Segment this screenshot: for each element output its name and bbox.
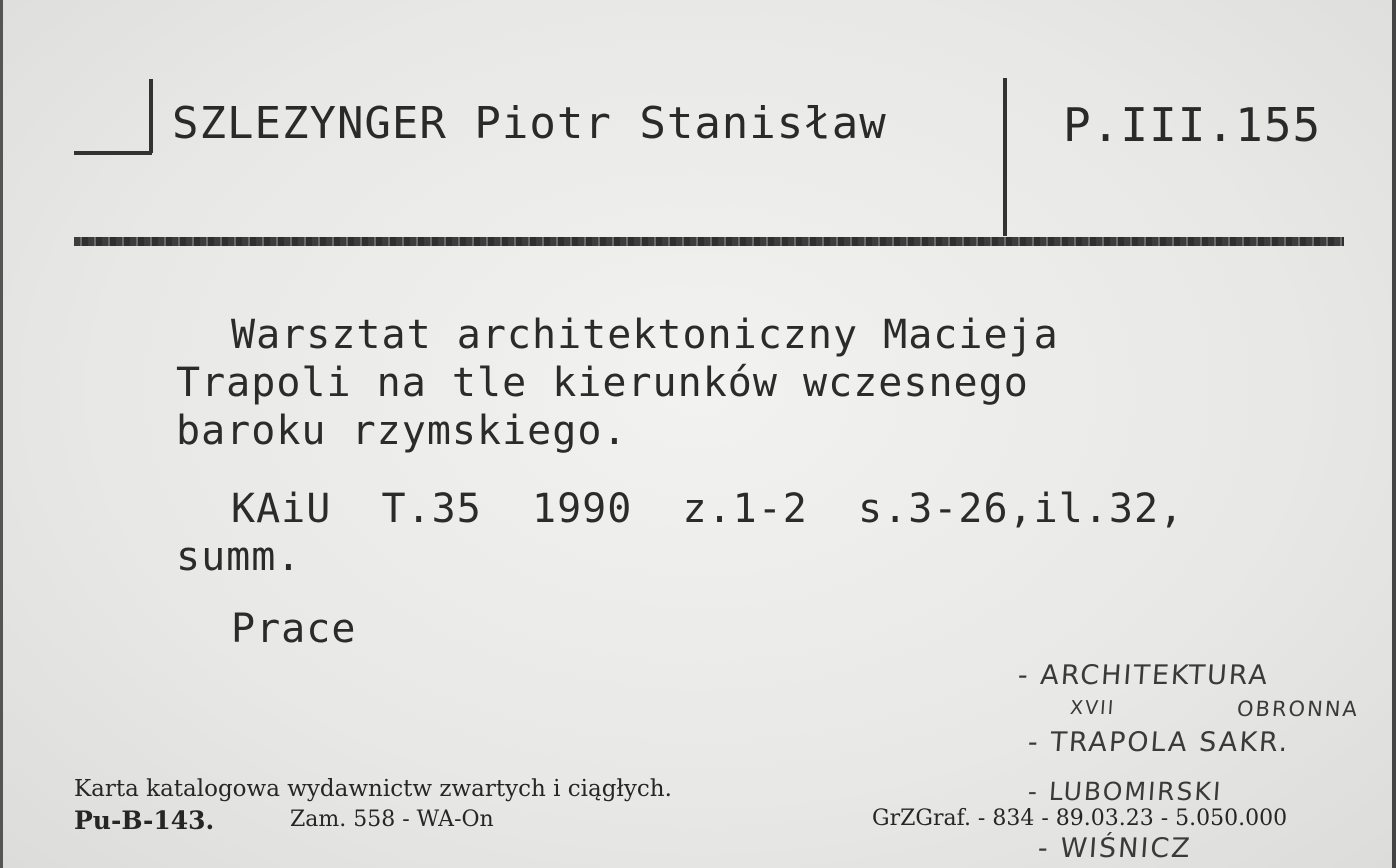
handwritten-note-2b: OBRONNA	[1236, 697, 1360, 721]
citation-line-2: summ.	[176, 534, 302, 580]
title-line-2: Trapoli na tle kierunków wczesnego	[176, 360, 1029, 406]
header-rule	[74, 237, 1344, 246]
citation-line-1: KAiU T.35 1990 z.1-2 s.3-26,il.32,	[231, 486, 1185, 532]
title-line-1: Warsztat architektoniczny Macieja	[231, 312, 1059, 358]
footer-printer: GrZGraf. - 834 - 89.03.23 - 5.050.000	[872, 806, 1288, 831]
handwritten-note-4: - LUBOMIRSKI	[1026, 777, 1224, 806]
header-left-tick	[149, 79, 153, 153]
subject-keyword: Prace	[231, 606, 357, 652]
footer-order: Zam. 558 - WA-On	[290, 807, 494, 832]
card-left-edge	[0, 0, 3, 868]
card-right-edge	[1392, 0, 1396, 868]
footer-form-code: Pu-B-143.	[74, 806, 215, 835]
shelfmark: P.III.155	[1063, 98, 1322, 152]
header-left-underline	[74, 151, 152, 155]
handwritten-note-1: - ARCHITEKTURA	[1016, 660, 1270, 691]
handwritten-note-2a: XVII	[1069, 697, 1117, 719]
author-heading: SZLEZYNGER Piotr Stanisław	[172, 98, 887, 149]
handwritten-note-3: - TRAPOLA SAKR.	[1026, 727, 1291, 758]
title-line-3: baroku rzymskiego.	[176, 408, 628, 454]
handwritten-note-5: - WIŚNICZ	[1036, 833, 1193, 864]
footer-description: Karta katalogowa wydawnictw zwartych i ciągłych.	[74, 776, 672, 802]
header-divider	[1003, 78, 1007, 236]
